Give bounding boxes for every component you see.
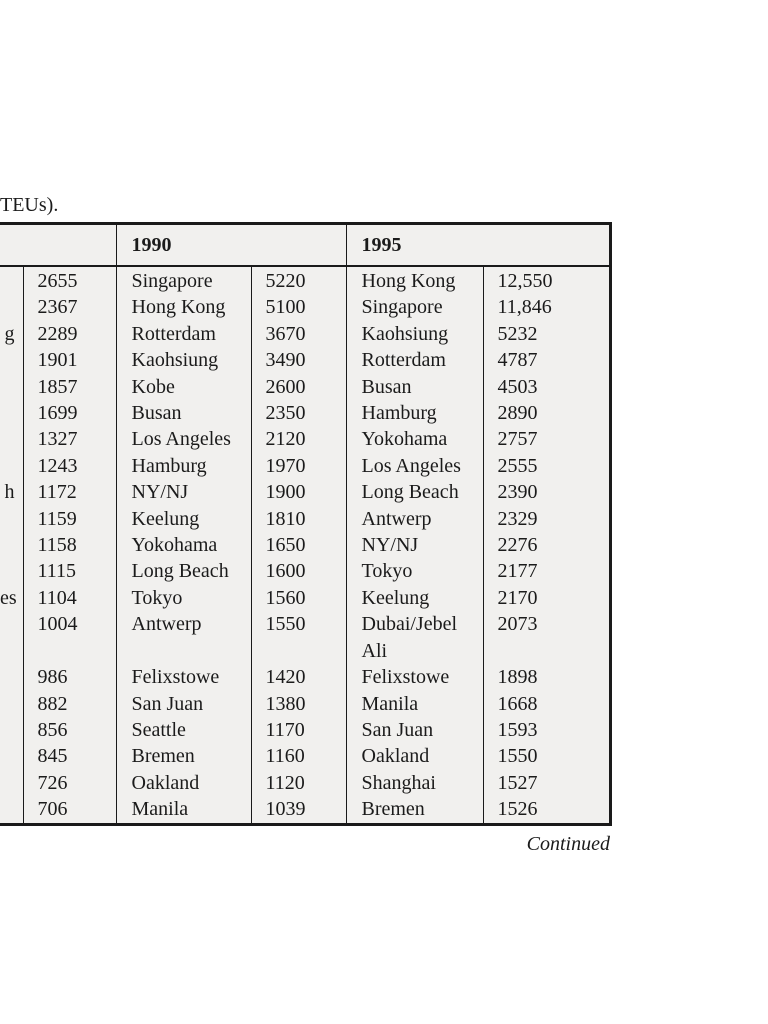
cell-port-name-1990: Keelung bbox=[116, 506, 251, 532]
cell-teu-1990: 1380 bbox=[251, 691, 346, 717]
cell-port-name-1990: Busan bbox=[116, 400, 251, 426]
cell-teu-1990: 2350 bbox=[251, 400, 346, 426]
cell-port-name-1990: Hamburg bbox=[116, 453, 251, 479]
table-row bbox=[0, 294, 610, 320]
cell-teu-1990: 1600 bbox=[251, 558, 346, 584]
cell-teu-1995: 11,846 bbox=[483, 294, 610, 320]
cell-teu-1995: 1593 bbox=[483, 717, 610, 743]
cell-teu-cutoff-year: 986 bbox=[23, 664, 116, 690]
cell-teu-1990: 1420 bbox=[251, 664, 346, 690]
cell-teu-1995: 2555 bbox=[483, 453, 610, 479]
table-row bbox=[0, 347, 610, 373]
cell-teu-1995: 2170 bbox=[483, 585, 610, 611]
cell-port-name-1995: Felixstowe bbox=[346, 664, 483, 690]
cell-teu-1990: 1170 bbox=[251, 717, 346, 743]
cell-port-name-cutoff bbox=[0, 347, 23, 373]
cell-port-name-1990: Singapore bbox=[116, 266, 251, 294]
cell-port-name-cutoff bbox=[0, 770, 23, 796]
cell-teu-cutoff-year: 882 bbox=[23, 691, 116, 717]
cell-port-name-1990: Seattle bbox=[116, 717, 251, 743]
cell-port-name-1990: Hong Kong bbox=[116, 294, 251, 320]
cell-teu-1995: 2390 bbox=[483, 479, 610, 505]
cell-port-name-cutoff: es bbox=[0, 586, 17, 609]
table-row bbox=[0, 717, 610, 743]
cell-port-name-1995: Dubai/Jebel Ali bbox=[346, 611, 483, 664]
cell-teu-cutoff-year: 726 bbox=[23, 770, 116, 796]
table-row bbox=[0, 426, 610, 452]
cell-port-name-1995: Singapore bbox=[346, 294, 483, 320]
cell-port-name-cutoff bbox=[0, 717, 23, 743]
cell-teu-1995: 4503 bbox=[483, 374, 610, 400]
header-year-1995: 1995 bbox=[346, 224, 610, 267]
cell-port-name-1995: Long Beach bbox=[346, 479, 483, 505]
cell-teu-1995: 1527 bbox=[483, 770, 610, 796]
cell-port-name-cutoff bbox=[0, 294, 23, 320]
cell-port-name-1990: Rotterdam bbox=[116, 321, 251, 347]
cell-teu-cutoff-year: 2367 bbox=[23, 294, 116, 320]
table-row bbox=[0, 506, 610, 532]
cell-teu-cutoff-year: 1159 bbox=[23, 506, 116, 532]
cell-port-name-1995: Los Angeles bbox=[346, 453, 483, 479]
cell-port-name-cutoff bbox=[0, 400, 23, 426]
cell-port-name-1995: Kaohsiung bbox=[346, 321, 483, 347]
cell-port-name-1990: San Juan bbox=[116, 691, 251, 717]
cell-teu-cutoff-year: 845 bbox=[23, 743, 116, 769]
cell-teu-1990: 1810 bbox=[251, 506, 346, 532]
cell-port-name-1995: Hong Kong bbox=[346, 266, 483, 294]
table-row bbox=[0, 400, 610, 426]
cell-port-name-1990: NY/NJ bbox=[116, 479, 251, 505]
cell-port-name-cutoff bbox=[0, 796, 23, 824]
table-caption-fragment: TEUs). bbox=[0, 194, 59, 216]
cell-teu-cutoff-year: 1857 bbox=[23, 374, 116, 400]
cell-teu-cutoff-year: 1327 bbox=[23, 426, 116, 452]
cell-port-name-cutoff bbox=[0, 664, 23, 690]
table-row bbox=[0, 266, 610, 294]
cell-teu-1995: 4787 bbox=[483, 347, 610, 373]
cell-port-name-1995: Busan bbox=[346, 374, 483, 400]
cell-port-name-1990: Long Beach bbox=[116, 558, 251, 584]
cell-teu-cutoff-year: 2289 bbox=[23, 321, 116, 347]
cell-teu-1990: 1550 bbox=[251, 611, 346, 664]
cell-port-name-1990: Yokohama bbox=[116, 532, 251, 558]
cell-port-name-cutoff bbox=[0, 691, 23, 717]
table-row bbox=[0, 611, 610, 664]
cell-port-name-cutoff bbox=[0, 266, 23, 294]
cell-teu-1990: 5220 bbox=[251, 266, 346, 294]
cell-teu-cutoff-year: 1115 bbox=[23, 558, 116, 584]
table-row bbox=[0, 743, 610, 769]
cell-port-name-1990: Manila bbox=[116, 796, 251, 824]
cell-teu-1990: 1160 bbox=[251, 743, 346, 769]
header-year-cutoff bbox=[0, 224, 116, 267]
cell-teu-cutoff-year: 856 bbox=[23, 717, 116, 743]
table-row bbox=[0, 796, 610, 824]
table-row bbox=[0, 691, 610, 717]
cell-teu-1990: 1120 bbox=[251, 770, 346, 796]
table-body bbox=[0, 266, 610, 824]
cell-port-name-1995: Hamburg bbox=[346, 400, 483, 426]
cell-teu-1995: 2329 bbox=[483, 506, 610, 532]
cell-teu-1995: 1550 bbox=[483, 743, 610, 769]
cell-port-name-1990: Felixstowe bbox=[116, 664, 251, 690]
cell-port-name-cutoff bbox=[0, 611, 23, 664]
cell-teu-cutoff-year: 706 bbox=[23, 796, 116, 824]
cell-port-name-1995: NY/NJ bbox=[346, 532, 483, 558]
cell-teu-1990: 1039 bbox=[251, 796, 346, 824]
cell-port-name-cutoff bbox=[0, 453, 23, 479]
cell-teu-1995: 5232 bbox=[483, 321, 610, 347]
cell-teu-1995: 2276 bbox=[483, 532, 610, 558]
cell-teu-cutoff-year: 1699 bbox=[23, 400, 116, 426]
cell-port-name-cutoff bbox=[0, 426, 23, 452]
cell-teu-1990: 1650 bbox=[251, 532, 346, 558]
cell-port-name-1995: Yokohama bbox=[346, 426, 483, 452]
cell-port-name-1990: Tokyo bbox=[116, 585, 251, 611]
cell-teu-1990: 1970 bbox=[251, 453, 346, 479]
cell-teu-1995: 2757 bbox=[483, 426, 610, 452]
header-year-1990: 1990 bbox=[116, 224, 346, 267]
table-row bbox=[0, 453, 610, 479]
cell-teu-1990: 3670 bbox=[251, 321, 346, 347]
cell-teu-1990: 5100 bbox=[251, 294, 346, 320]
cell-teu-1995: 12,550 bbox=[483, 266, 610, 294]
cell-teu-cutoff-year: 1243 bbox=[23, 453, 116, 479]
cell-teu-1995: 2177 bbox=[483, 558, 610, 584]
cell-port-name-1995: Oakland bbox=[346, 743, 483, 769]
cell-port-name-cutoff: g bbox=[4, 322, 15, 345]
table-row bbox=[0, 321, 610, 347]
cell-port-name-1995: Rotterdam bbox=[346, 347, 483, 373]
container-ports-table bbox=[0, 222, 612, 826]
cell-port-name-1990: Bremen bbox=[116, 743, 251, 769]
cell-port-name-1995: San Juan bbox=[346, 717, 483, 743]
cell-teu-cutoff-year: 1901 bbox=[23, 347, 116, 373]
cell-teu-1995: 1526 bbox=[483, 796, 610, 824]
continued-label: Continued bbox=[526, 833, 610, 855]
cell-port-name-1990: Antwerp bbox=[116, 611, 251, 664]
table-row bbox=[0, 532, 610, 558]
cell-teu-cutoff-year: 2655 bbox=[23, 266, 116, 294]
cell-port-name-1990: Los Angeles bbox=[116, 426, 251, 452]
cell-port-name-cutoff bbox=[0, 558, 23, 584]
table-row bbox=[0, 558, 610, 584]
table-row bbox=[0, 479, 610, 505]
cell-teu-1995: 2073 bbox=[483, 611, 610, 664]
cell-port-name-cutoff bbox=[0, 506, 23, 532]
cell-teu-1995: 1668 bbox=[483, 691, 610, 717]
cell-teu-1990: 2120 bbox=[251, 426, 346, 452]
cell-port-name-cutoff: h bbox=[4, 481, 15, 504]
cell-port-name-cutoff bbox=[0, 743, 23, 769]
cell-teu-1990: 1900 bbox=[251, 479, 346, 505]
table-header-row bbox=[0, 224, 610, 267]
cell-port-name-1990: Kaohsiung bbox=[116, 347, 251, 373]
table-row bbox=[0, 585, 610, 611]
cell-port-name-cutoff bbox=[0, 532, 23, 558]
cell-teu-cutoff-year: 1104 bbox=[23, 585, 116, 611]
cell-port-name-1995: Manila bbox=[346, 691, 483, 717]
cell-teu-cutoff-year: 1158 bbox=[23, 532, 116, 558]
cell-port-name-1995: Tokyo bbox=[346, 558, 483, 584]
cell-teu-1995: 2890 bbox=[483, 400, 610, 426]
cell-port-name-1995: Bremen bbox=[346, 796, 483, 824]
cell-port-name-1990: Oakland bbox=[116, 770, 251, 796]
cell-teu-1990: 1560 bbox=[251, 585, 346, 611]
cell-port-name-cutoff bbox=[0, 374, 23, 400]
cell-teu-1995: 1898 bbox=[483, 664, 610, 690]
table-row bbox=[0, 664, 610, 690]
cell-teu-cutoff-year: 1172 bbox=[23, 479, 116, 505]
cell-teu-1990: 2600 bbox=[251, 374, 346, 400]
cell-port-name-1990: Kobe bbox=[116, 374, 251, 400]
cell-teu-1990: 3490 bbox=[251, 347, 346, 373]
cell-port-name-1995: Keelung bbox=[346, 585, 483, 611]
cell-port-name-1995: Antwerp bbox=[346, 506, 483, 532]
cell-port-name-1995: Shanghai bbox=[346, 770, 483, 796]
table-row bbox=[0, 770, 610, 796]
table-row bbox=[0, 374, 610, 400]
cell-teu-cutoff-year: 1004 bbox=[23, 611, 116, 664]
